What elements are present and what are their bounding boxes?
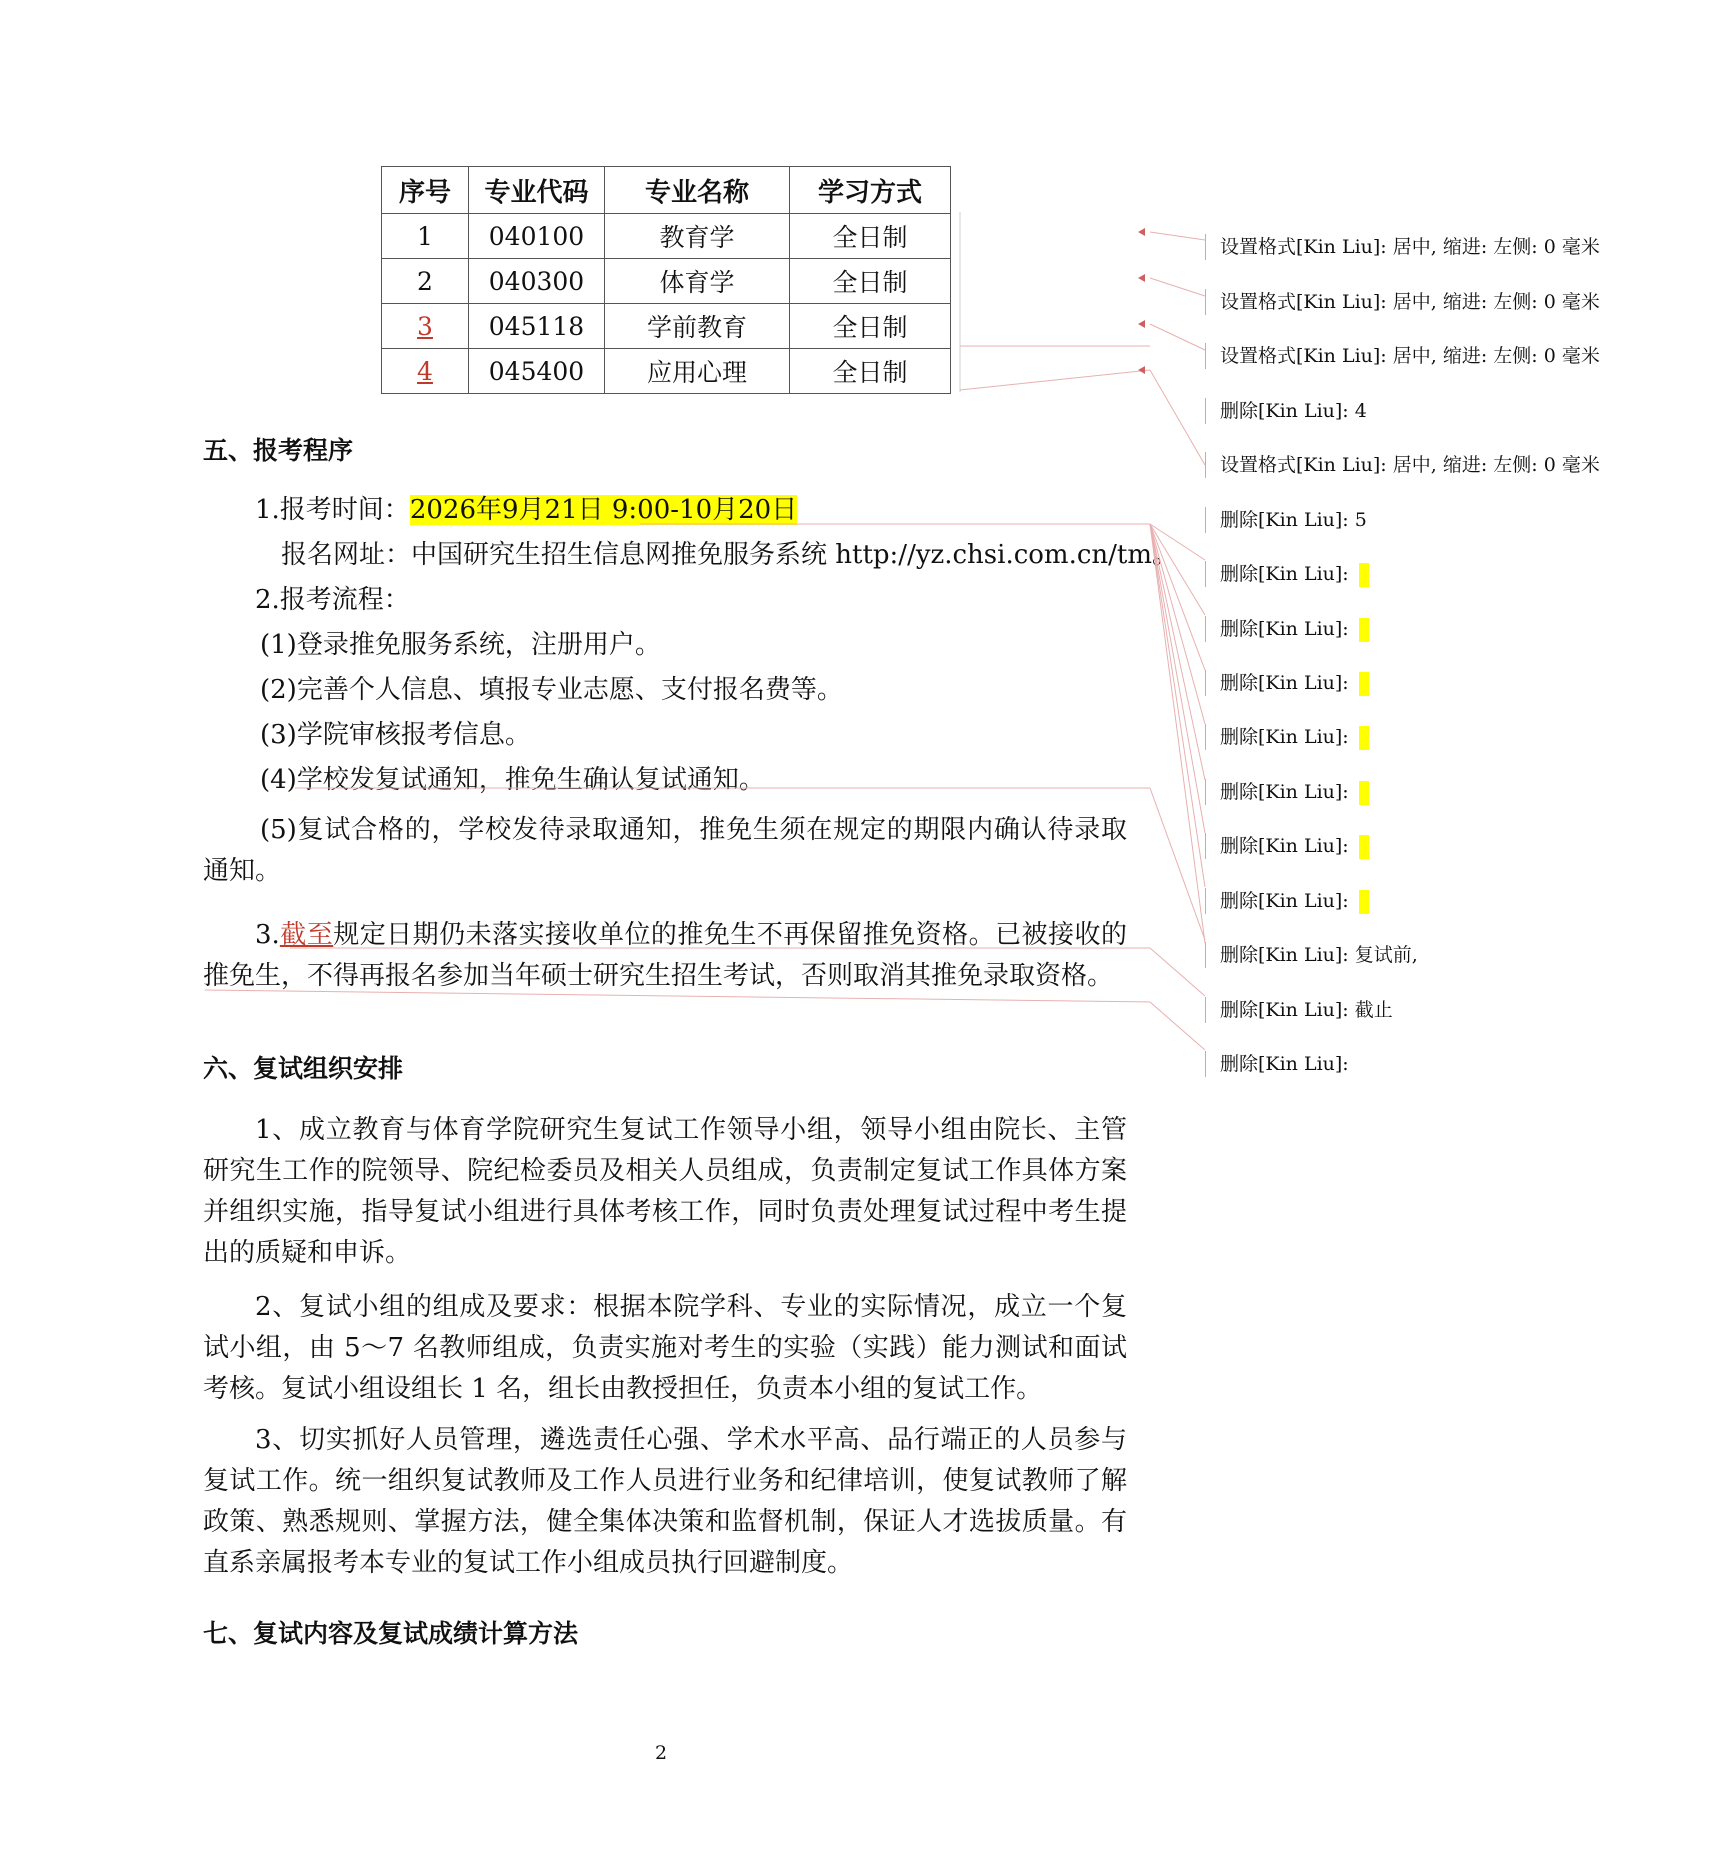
table-cell: 040100 [469, 214, 605, 259]
apply-time-label: 1.报考时间： [255, 495, 410, 525]
section-heading: 五、报考程序 [203, 436, 354, 465]
page-number: 2 [655, 1742, 668, 1764]
item-prefix: 3. [255, 920, 280, 950]
comment-balloon[interactable] [1205, 234, 1600, 260]
comment-text: 删除[Kin Liu]: 截止 [1220, 999, 1393, 1021]
comment-text: 删除[Kin Liu]: 4 [1220, 400, 1367, 422]
table-cell: 全日制 [790, 214, 951, 259]
table-cell: 全日制 [790, 304, 951, 349]
comment-text: 删除[Kin Liu]: 复试前, [1220, 944, 1418, 966]
flow-step: (1)登录推免服务系统，注册用户。 [260, 630, 661, 660]
comment-balloon[interactable] [1205, 452, 1600, 478]
highlight-swatch [1359, 890, 1369, 914]
comment-text: 设置格式[Kin Liu]: 居中, 缩进: 左侧: 0 毫米 [1220, 236, 1600, 258]
comment-balloon[interactable] [1205, 997, 1393, 1023]
highlight-swatch [1359, 781, 1369, 805]
comment-text: 删除[Kin Liu]: [1220, 618, 1349, 640]
comment-text: 设置格式[Kin Liu]: 居中, 缩进: 左侧: 0 毫米 [1220, 345, 1600, 367]
tracked-change-text[interactable]: 4 [417, 356, 433, 386]
comment-marker-icon[interactable] [1138, 228, 1145, 236]
comment-balloon[interactable] [1205, 507, 1367, 533]
flow-step: (2)完善个人信息、填报专业志愿、支付报名费等。 [260, 675, 843, 705]
comment-marker-icon[interactable] [1138, 366, 1145, 374]
table-cell: 040300 [469, 259, 605, 304]
comment-text: 删除[Kin Liu]: [1220, 672, 1349, 694]
table-cell: 全日制 [790, 349, 951, 394]
table-cell: 体育学 [605, 259, 790, 304]
comment-balloon[interactable] [1205, 1051, 1349, 1077]
highlight-swatch [1359, 563, 1369, 587]
comment-text: 删除[Kin Liu]: [1220, 835, 1349, 857]
table-header-cell: 专业代码 [469, 167, 605, 214]
comment-balloon[interactable] [1205, 724, 1369, 750]
table-cell: 2 [382, 259, 469, 304]
highlight-swatch [1359, 672, 1369, 696]
body-paragraph: 1、成立教育与体育学院研究生复试工作领导小组，领导小组由院长、主管研究生工作的院领导、院纪检委员及相关人员组成，负责制定复试工作具体方案并组织实施，指导复试小组进行具体考核工作，同时负责处理复试过程中考生提出的质疑和申诉。 [203, 1115, 1127, 1268]
comment-balloon[interactable] [1205, 779, 1369, 805]
comment-balloon[interactable] [1205, 670, 1369, 696]
comment-marker-icon[interactable] [1138, 320, 1145, 328]
section-heading: 六、复试组织安排 [203, 1054, 404, 1083]
comment-balloon[interactable] [1205, 398, 1367, 424]
body-paragraph: 3、切实抓好人员管理，遴选责任心强、学术水平高、品行端正的人员参与复试工作。统一组织复试教师及工作人员进行业务和纪律培训，使复试教师了解政策、熟悉规则、掌握方法，健全集体决策和监督机制，保证人才选拔质量。有直系亲属报考本专业的复试工作小组成员执行回避制度。 [203, 1425, 1127, 1578]
highlight-swatch [1359, 835, 1369, 859]
table-header-cell: 专业名称 [605, 167, 790, 214]
flow-label: 2.报考流程： [255, 585, 410, 615]
table-cell: 045400 [469, 349, 605, 394]
flow-step: (3)学院审核报考信息。 [260, 720, 531, 750]
highlight-swatch [1359, 726, 1369, 750]
comment-text: 删除[Kin Liu]: [1220, 1053, 1349, 1075]
comment-balloon[interactable] [1205, 616, 1369, 642]
comment-balloon[interactable] [1205, 833, 1369, 859]
comment-text: 删除[Kin Liu]: [1220, 726, 1349, 748]
item-text: 规定日期仍未落实接收单位的推免生不再保留推免资格。已被接收的推免生，不得再报名参加当年硕士研究生招生考试，否则取消其推免录取资格。 [203, 920, 1127, 991]
table-header-cell: 序号 [382, 167, 469, 214]
table-cell: 全日制 [790, 259, 951, 304]
apply-site: 报名网址：中国研究生招生信息网推免服务系统 http://yz.chsi.com.cn/tm。 [281, 540, 1179, 570]
apply-time-value: 2026年9月21日 9:00-10月20日 [409, 495, 798, 525]
comment-balloon[interactable] [1205, 289, 1600, 315]
highlight-swatch [1359, 618, 1369, 642]
comment-text: 删除[Kin Liu]: [1220, 563, 1349, 585]
body-paragraph: 2、复试小组的组成及要求：根据本院学科、专业的实际情况，成立一个复试小组，由 5～7 名教师组成，负责实施对考生的实验（实践）能力测试和面试考核。复试小组设组长 1 名，组长由教授担任，负责本小组的复试工作。 [203, 1292, 1127, 1404]
table-cell: 学前教育 [605, 304, 790, 349]
table-header-cell: 学习方式 [790, 167, 951, 214]
flow-step-5: (5)复试合格的，学校发待录取通知，推免生须在规定的期限内确认待录取通知。 [203, 815, 1127, 886]
comment-text: 删除[Kin Liu]: [1220, 781, 1349, 803]
comment-balloon[interactable] [1205, 561, 1369, 587]
comment-balloon[interactable] [1205, 942, 1418, 968]
tracked-change-text[interactable]: 截至 [279, 920, 334, 950]
comment-text: 删除[Kin Liu]: [1220, 890, 1349, 912]
tracked-change-text[interactable]: 3 [417, 311, 433, 341]
table-cell: 应用心理 [605, 349, 790, 394]
comment-text: 删除[Kin Liu]: 5 [1220, 509, 1367, 531]
comment-text: 设置格式[Kin Liu]: 居中, 缩进: 左侧: 0 毫米 [1220, 291, 1600, 313]
table-cell: 教育学 [605, 214, 790, 259]
comment-balloon[interactable] [1205, 888, 1369, 914]
comment-balloon[interactable] [1205, 343, 1600, 369]
table-cell: 045118 [469, 304, 605, 349]
comment-marker-icon[interactable] [1138, 274, 1145, 282]
flow-step: (4)学校发复试通知，推免生确认复试通知。 [260, 765, 765, 795]
section-heading: 七、复试内容及复试成绩计算方法 [203, 1619, 579, 1648]
comment-text: 设置格式[Kin Liu]: 居中, 缩进: 左侧: 0 毫米 [1220, 454, 1600, 476]
table-cell: 1 [382, 214, 469, 259]
